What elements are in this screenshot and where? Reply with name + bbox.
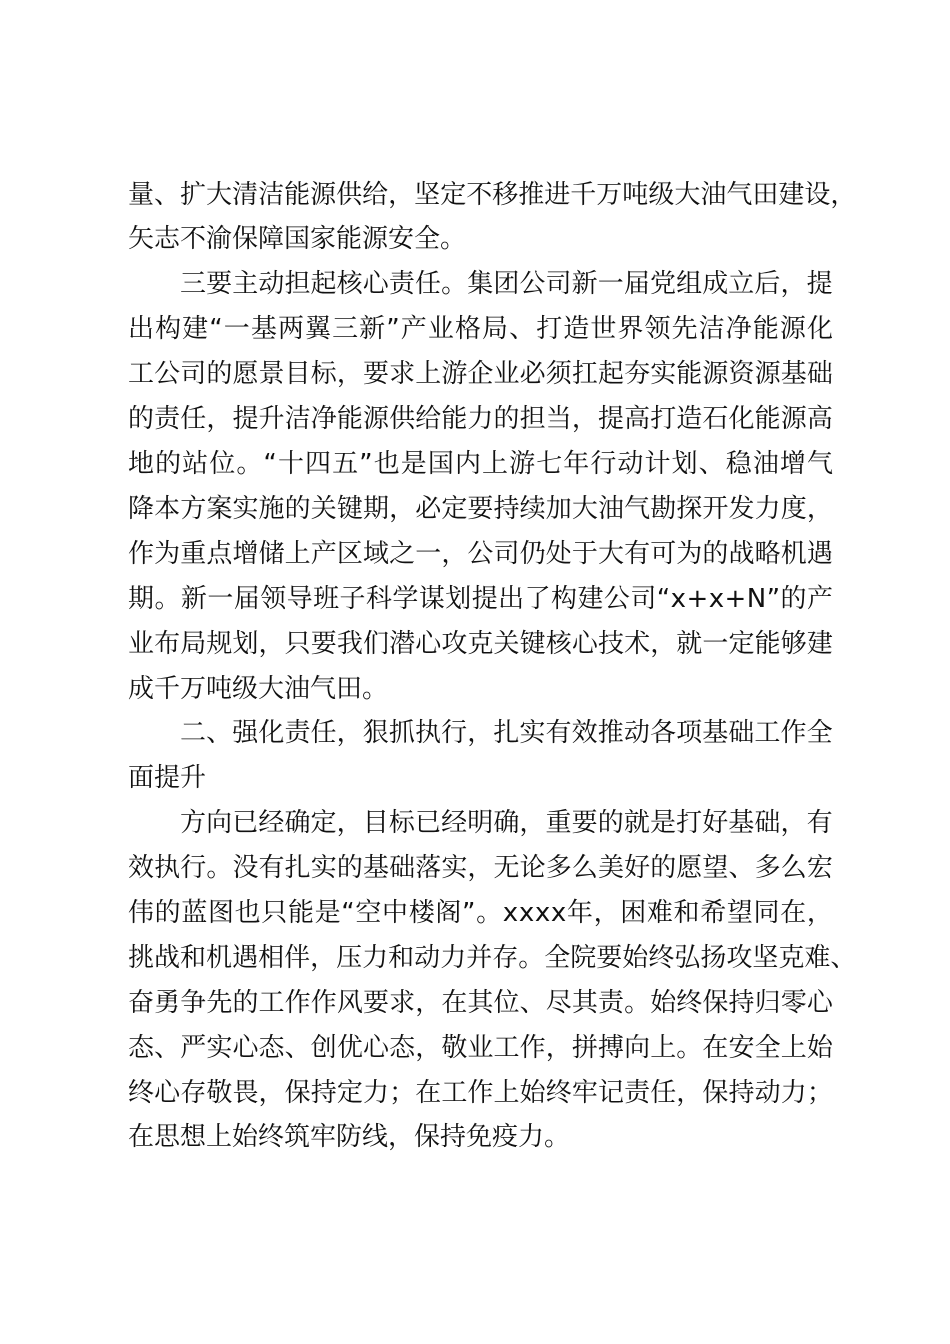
paragraph-first-line: 方 向 已 经 确 定 ， 目 标 已 经 明 确 ， 重 要 的 就 是 打 好 基 础 ， 有: [180, 808, 833, 838]
section-heading-line: 二 、 强 化 责 任 ， 狠 抓 执 行 ， 扎 实 有 效 推 动 各 项 基 础 工 作 全: [180, 718, 833, 748]
paragraph-first-line: 三 要 主 动 担 起 核 心 责 任 。 集 团 公 司 新 一 届 党 组 成 立 后 ， 提: [180, 269, 833, 299]
text-line: 量 、 扩 大 清 洁 能 源 供 给 ， 坚 定 不 移 推 进 千 万 吨 级 大 油 气 田 建 设 ，: [128, 180, 857, 210]
text-line: 出 构 建 “ 一 基 两 翼 三 新 ” 产 业 格 局 、 打 造 世 界 领 先 洁 净 能 源 化: [128, 314, 833, 344]
text-line: 期 。 新 一 届 领 导 班 子 科 学 谋 划 提 出 了 构 建 公 司 “ x + x + N ” 的 产: [128, 584, 833, 614]
text-line: 在思想上始终筑牢防线，保持免疫力。: [128, 1122, 571, 1152]
text-line: 的 责 任 ， 提 升 洁 净 能 源 供 给 能 力 的 担 当 ， 提 高 打 造 石 化 能 源 高: [128, 404, 833, 434]
text-line: 效 执 行 。 没 有 扎 实 的 基 础 落 实 ， 无 论 多 么 美 好 的 愿 望 、 多 么 宏: [128, 853, 833, 883]
text-line: 奋 勇 争 先 的 工 作 作 风 要 求 ， 在 其 位 、 尽 其 责 。 始 终 保 持 归 零 心: [128, 988, 833, 1018]
text-line: 地 的 站 位 。 “ 十 四 五 ” 也 是 国 内 上 游 七 年 行 动 计 划 、 稳 油 增 气: [128, 449, 833, 479]
text-line: 挑 战 和 机 遇 相 伴 ， 压 力 和 动 力 并 存 。 全 院 要 始 终 弘 扬 攻 坚 克 难 、: [128, 943, 857, 973]
text-line: 工 公 司 的 愿 景 目 标 ， 要 求 上 游 企 业 必 须 扛 起 夯 实 能 源 资 源 基 础: [128, 359, 833, 389]
text-line: 态 、 严 实 心 态 、 创 优 心 态 ， 敬 业 工 作 ， 拼 搏 向 上 。 在 安 全 上 始: [128, 1033, 833, 1063]
text-line: 伟 的 蓝 图 也 只 能 是 “ 空 中 楼 阁 ” 。 x x x x 年 ， 困 难 和 希 望 同 在 ，: [128, 898, 833, 928]
text-line: 作 为 重 点 增 储 上 产 区 域 之 一 ， 公 司 仍 处 于 大 有 可 为 的 战 略 机 遇: [128, 539, 833, 569]
text-line: 成千万吨级大油气田。: [128, 674, 389, 704]
text-line: 降 本 方 案 实 施 的 关 键 期 ， 必 定 要 持 续 加 大 油 气 勘 探 开 发 力 度 ，: [128, 494, 833, 524]
text-line: 业 布 局 规 划 ， 只 要 我 们 潜 心 攻 克 关 键 核 心 技 术 ， 就 一 定 能 够 建: [128, 629, 833, 659]
text-line: 终 心 存 敬 畏 ， 保 持 定 力 ； 在 工 作 上 始 终 牢 记 责 任 ， 保 持 动 力 ；: [128, 1078, 833, 1108]
text-line: 矢志不渝保障国家能源安全。: [128, 224, 467, 254]
section-heading-line: 面提升: [128, 763, 207, 793]
